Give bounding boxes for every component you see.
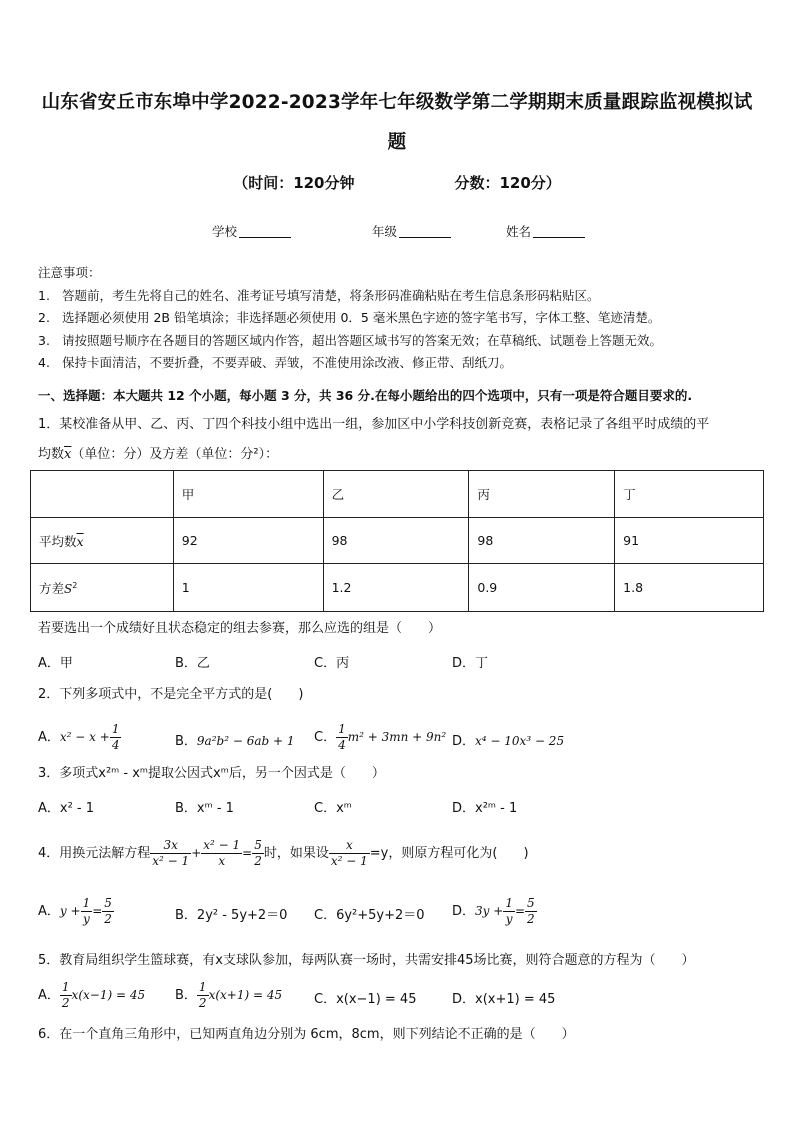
option-a[interactable]: A．x² - 1 <box>38 801 95 816</box>
option-a[interactable]: A．y + $\frac{1}{y}$ = $\frac{5}{2}$ <box>38 896 112 926</box>
option-d[interactable]: D．x(x+1) = 45 <box>452 992 556 1007</box>
option-d[interactable]: D．x⁴ − 10x³ − 25 <box>452 734 565 749</box>
question-1-stem-line2: 均数$\overline{x}$（单位：分）及方差（单位：分²）： <box>38 447 279 462</box>
table-cell: 方差$S^2$ <box>31 564 174 612</box>
table-cell: 98 <box>323 518 469 564</box>
notice-head: 注意事项： <box>38 265 101 280</box>
question-3-stem: 3．多项式x²ᵐ - xᵐ提取公因式xᵐ后，另一个因式是（ ） <box>38 766 385 781</box>
table-cell: 1 <box>173 564 323 612</box>
notice-item: 3. 请按照题号顺序在各题目的答题区域内作答，超出答题区域书写的答案无效；在草稿纸、试题卷上答题无效。 <box>38 332 663 348</box>
exam-time: （时间：120分钟 <box>233 174 355 192</box>
option-d[interactable]: D．丁 <box>452 656 489 671</box>
table-cell: 1.8 <box>615 564 764 612</box>
school-label: 学校 <box>212 224 238 239</box>
table-cell: 91 <box>615 518 764 564</box>
table-row <box>31 564 764 612</box>
grade-blank[interactable] <box>399 226 451 238</box>
notice-item: 1. 答题前，考生先将自己的姓名、准考证号填写清楚，将条形码准确粘贴在考生信息条形码粘贴区。 <box>38 287 600 303</box>
question-2-stem: 2．下列多项式中，不是完全平方式的是( ) <box>38 687 304 702</box>
table-cell: 平均数$\overline{x}$ <box>31 518 174 564</box>
section-heading: 一、选择题：本大题共 12 个小题，每小题 3 分，共 36 分.在每小题给出的四个选项中，只有一项是符合题目要求的. <box>38 388 693 403</box>
table-cell: 丙 <box>469 471 615 518</box>
question-6-stem: 6．在一个直角三角形中，已知两直角边分别为 6cm，8cm，则下列结论不正确的是（ ） <box>38 1027 575 1042</box>
table-cell <box>31 471 174 518</box>
option-c[interactable]: C．6y²+5y+2＝0 <box>314 908 425 923</box>
option-b[interactable]: B．9a²b² − 6ab + 1 <box>175 734 295 749</box>
option-d[interactable]: D．3y + $\frac{1}{y}$ = $\frac{5}{2}$ <box>452 896 535 926</box>
option-c[interactable]: C．xᵐ <box>314 801 352 816</box>
question-4-stem: 4．用换元法解方程 $\frac{3x}{\text{x² − 1}}$ + $\frac{\text{x² − 1}}{x}$ = $\frac{5}{2}$ 时，如果设 $\frac{x}{\text{x² − 1}}$ =y，则原方程可化为( ) <box>38 838 529 868</box>
notice-block <box>38 262 758 375</box>
school-field[interactable] <box>212 222 291 240</box>
name-blank[interactable] <box>533 226 585 238</box>
table-cell: 1.2 <box>323 564 469 612</box>
option-c[interactable]: C．丙 <box>314 656 350 671</box>
table-cell: 0.9 <box>469 564 615 612</box>
grade-field[interactable] <box>372 222 451 240</box>
notice-item: 2. 选择题必须使用 2B 铅笔填涂；非选择题必须使用 0．5 毫米黑色字迹的签字笔书写，字体工整、笔迹清楚。 <box>38 310 661 325</box>
table-cell: 甲 <box>173 471 323 518</box>
exam-title-line2: 题 <box>387 132 407 153</box>
grade-label: 年级 <box>372 224 398 239</box>
table-header-row <box>31 471 764 518</box>
option-b[interactable]: B．2y² - 5y+2＝0 <box>175 908 288 923</box>
option-c[interactable]: C．x(x−1) = 45 <box>314 992 417 1007</box>
option-b[interactable]: B．乙 <box>175 656 210 671</box>
table-row <box>31 518 764 564</box>
name-field[interactable] <box>506 222 585 240</box>
table-cell: 丁 <box>615 471 764 518</box>
table-cell: 98 <box>469 518 615 564</box>
table-cell: 92 <box>173 518 323 564</box>
name-label: 姓名 <box>506 224 532 239</box>
option-a[interactable]: A．x² − x + $\frac{1}{4}$ <box>38 722 120 752</box>
option-c[interactable]: C． $\frac{1}{4}$ m² + 3mn + 9n² <box>314 722 447 752</box>
exam-title-line1: 山东省安丘市东埠中学2022-2023学年七年级数学第二学期期末质量跟踪监视模拟试 <box>41 92 753 113</box>
table-cell: 乙 <box>323 471 469 518</box>
exam-subtitle <box>0 172 794 193</box>
score-table <box>30 470 764 612</box>
option-d[interactable]: D．x²ᵐ - 1 <box>452 801 518 816</box>
question-1-stem: 1．某校准备从甲、乙、丙、丁四个科技小组中选出一组，参加区中小学科技创新竞赛，表格记录了各组平时成绩的平 <box>38 417 710 432</box>
option-a[interactable]: A．甲 <box>38 656 73 671</box>
option-b[interactable]: B．xᵐ - 1 <box>175 801 234 816</box>
question-5-stem: 5．教育局组织学生篮球赛，有x支球队参加，每两队赛一场时，共需安排45场比赛，则符合题意的方程为（ ） <box>38 953 695 968</box>
option-a[interactable]: A． $\frac{1}{2}$ x(x−1) = 45 <box>38 980 146 1010</box>
option-b[interactable]: B． $\frac{1}{2}$ x(x+1) = 45 <box>175 980 283 1010</box>
school-blank[interactable] <box>239 226 291 238</box>
question-1-stem2: 若要选出一个成绩好且状态稳定的组去参赛，那么应选的组是（ ） <box>38 621 442 636</box>
notice-item: 4. 保持卡面清洁，不要折叠，不要弄破、弄皱，不准使用涂改液、修正带、刮纸刀。 <box>38 355 513 370</box>
exam-score: 分数：120分） <box>454 174 561 192</box>
